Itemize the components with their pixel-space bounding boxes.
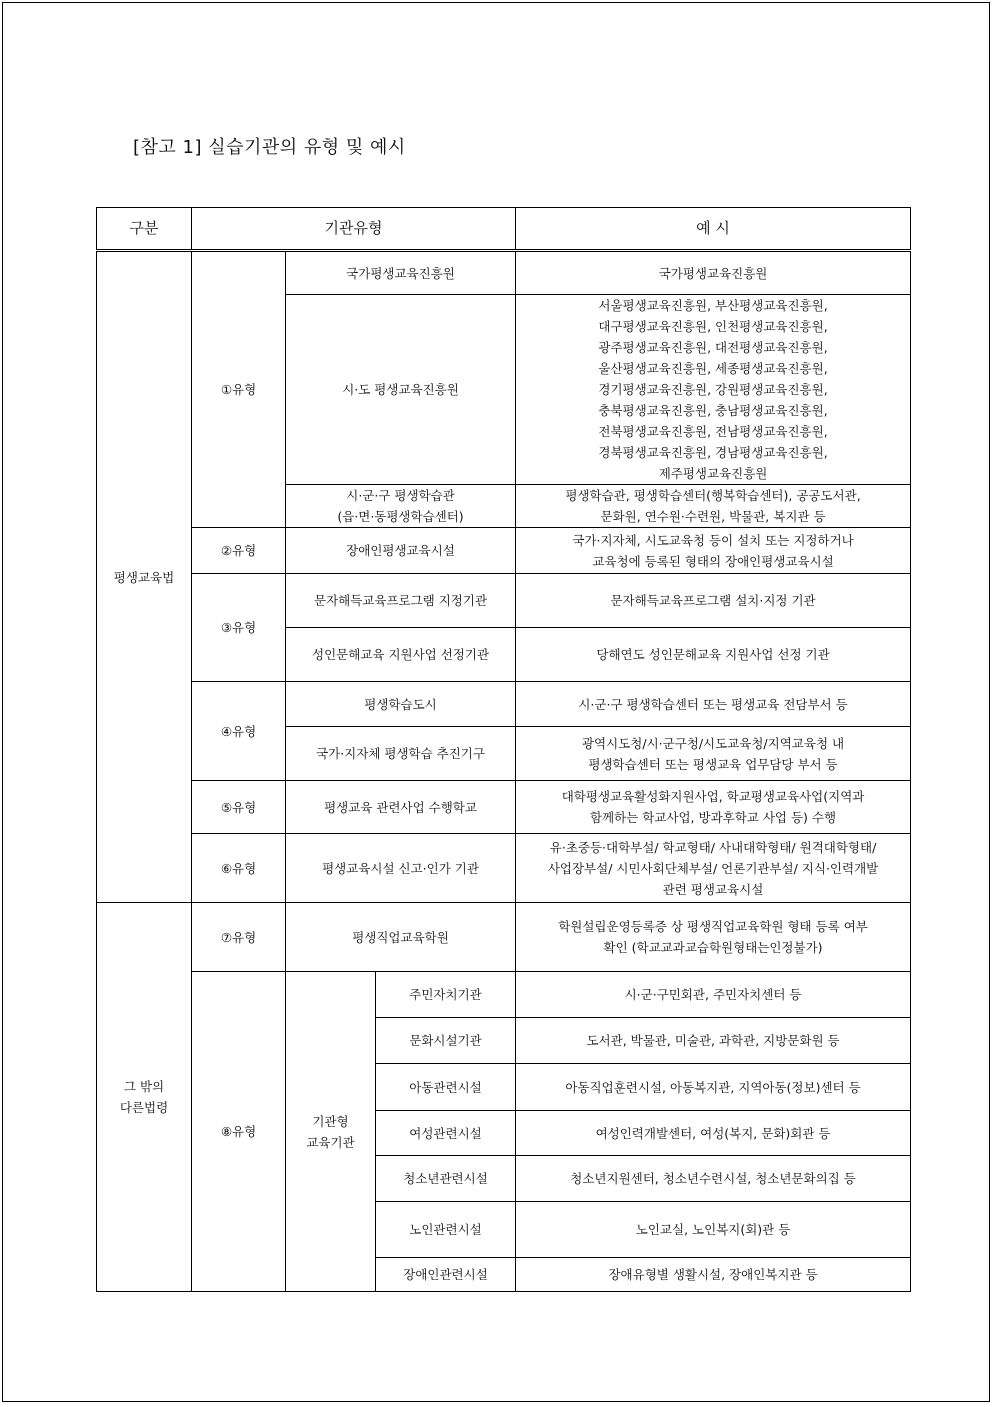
table-row — [97, 528, 911, 574]
table-row — [97, 682, 911, 727]
table-row — [97, 251, 911, 295]
example-cell: 여성인력개발센터, 여성(복지, 문화)회관 등 — [516, 1111, 911, 1156]
institution-cell: 국가평생교육진흥원 — [286, 251, 516, 295]
institution-cell: 평생교육시설 신고·인가 기관 — [286, 834, 516, 903]
header-example: 예 시 — [516, 208, 911, 251]
institution-cell: 시·군·구 평생학습관 (읍·면·동평생학습센터) — [286, 485, 516, 528]
institution-cell: 장애인관련시설 — [376, 1258, 516, 1292]
type-6-label: ⑥유형 — [192, 834, 286, 903]
table-row — [97, 834, 911, 903]
example-cell: 서울평생교육진흥원, 부산평생교육진흥원, 대구평생교육진흥원, 인천평생교육진흥원, 광주평생교육진흥원, 대전평생교육진흥원, 울산평생교육진흥원, 세종평생교육진흥원, 경기평생교육진흥원, 강원평생교육진흥원, 충북평생교육진흥원, 충남평생교육진흥원, 전북평생교육진흥원, 전남평생교육진흥원, 경북평생교육진흥원, 경남평생교육진흥원, 제주평생교육진흥원 — [516, 295, 911, 485]
example-cell: 당해연도 성인문해교육 지원사업 선정 기관 — [516, 628, 911, 682]
example-cell: 대학평생교육활성화지원사업, 학교평생교육사업(지역과 함께하는 학교사업, 방과후학교 사업 등) 수행 — [516, 781, 911, 834]
example-cell: 광역시도청/시·군구청/시도교육청/지역교육청 내 평생학습센터 또는 평생교육 업무담당 부서 등 — [516, 727, 911, 781]
institutional-education-category: 기관형 교육기관 — [286, 972, 376, 1292]
type-8-label: ⑧유형 — [192, 972, 286, 1292]
example-cell: 아동직업훈련시설, 아동복지관, 지역아동(정보)센터 등 — [516, 1064, 911, 1111]
institution-cell: 시·도 평생교육진흥원 — [286, 295, 516, 485]
institution-cell: 평생학습도시 — [286, 682, 516, 727]
type-7-label: ⑦유형 — [192, 903, 286, 972]
example-cell: 문자해득교육프로그램 설치·지정 기관 — [516, 574, 911, 628]
example-cell: 시·군·구민회관, 주민자치센터 등 — [516, 972, 911, 1018]
example-cell: 평생학습관, 평생학습센터(행복학습센터), 공공도서관, 문화원, 연수원·수련원, 박물관, 복지관 등 — [516, 485, 911, 528]
table-row — [97, 781, 911, 834]
type-4-label: ④유형 — [192, 682, 286, 781]
page-title: [참고 1] 실습기관의 유형 및 예시 — [133, 137, 406, 158]
example-cell: 시·군·구 평생학습센터 또는 평생교육 전담부서 등 — [516, 682, 911, 727]
institution-cell: 아동관련시설 — [376, 1064, 516, 1111]
type-2-label: ②유형 — [192, 528, 286, 574]
table-row — [97, 972, 911, 1018]
institution-cell: 주민자치기관 — [376, 972, 516, 1018]
institution-type-table — [96, 207, 911, 1292]
type-1-label: ①유형 — [192, 251, 286, 528]
institution-cell: 장애인평생교육시설 — [286, 528, 516, 574]
table-header-row — [97, 208, 911, 251]
institution-cell: 평생직업교육학원 — [286, 903, 516, 972]
institution-cell: 평생교육 관련사업 수행학교 — [286, 781, 516, 834]
institution-cell: 국가·지자체 평생학습 추진기구 — [286, 727, 516, 781]
example-cell: 도서관, 박물관, 미술관, 과학관, 지방문화원 등 — [516, 1018, 911, 1064]
table-row — [97, 903, 911, 972]
institution-cell: 성인문해교육 지원사업 선정기관 — [286, 628, 516, 682]
type-5-label: ⑤유형 — [192, 781, 286, 834]
table-row — [97, 574, 911, 628]
example-cell: 학원설립운영등록증 상 평생직업교육학원 형태 등록 여부 확인 (학교교과교습학원형태는인정불가) — [516, 903, 911, 972]
example-cell: 국가평생교육진흥원 — [516, 251, 911, 295]
group-other-laws: 그 밖의 다른법령 — [97, 903, 192, 1292]
institution-cell: 문자해득교육프로그램 지정기관 — [286, 574, 516, 628]
group-lifelong-education-act: 평생교육법 — [97, 251, 192, 903]
example-cell: 노인교실, 노인복지(회)관 등 — [516, 1202, 911, 1258]
example-cell: 국가·지자체, 시도교육청 등이 설치 또는 지정하거나 교육청에 등록된 형태의 장애인평생교육시설 — [516, 528, 911, 574]
institution-cell: 노인관련시설 — [376, 1202, 516, 1258]
institution-cell: 청소년관련시설 — [376, 1156, 516, 1202]
example-cell: 청소년지원센터, 청소년수련시설, 청소년문화의집 등 — [516, 1156, 911, 1202]
institution-cell: 문화시설기관 — [376, 1018, 516, 1064]
institution-cell: 여성관련시설 — [376, 1111, 516, 1156]
example-cell: 유·초중등·대학부설/ 학교형태/ 사내대학형태/ 원격대학형태/ 사업장부설/ 시민사회단체부설/ 언론기관부설/ 지식·인력개발 관련 평생교육시설 — [516, 834, 911, 903]
type-3-label: ③유형 — [192, 574, 286, 682]
example-cell: 장애유형별 생활시설, 장애인복지관 등 — [516, 1258, 911, 1292]
header-type: 기관유형 — [192, 208, 516, 251]
header-category: 구분 — [97, 208, 192, 251]
